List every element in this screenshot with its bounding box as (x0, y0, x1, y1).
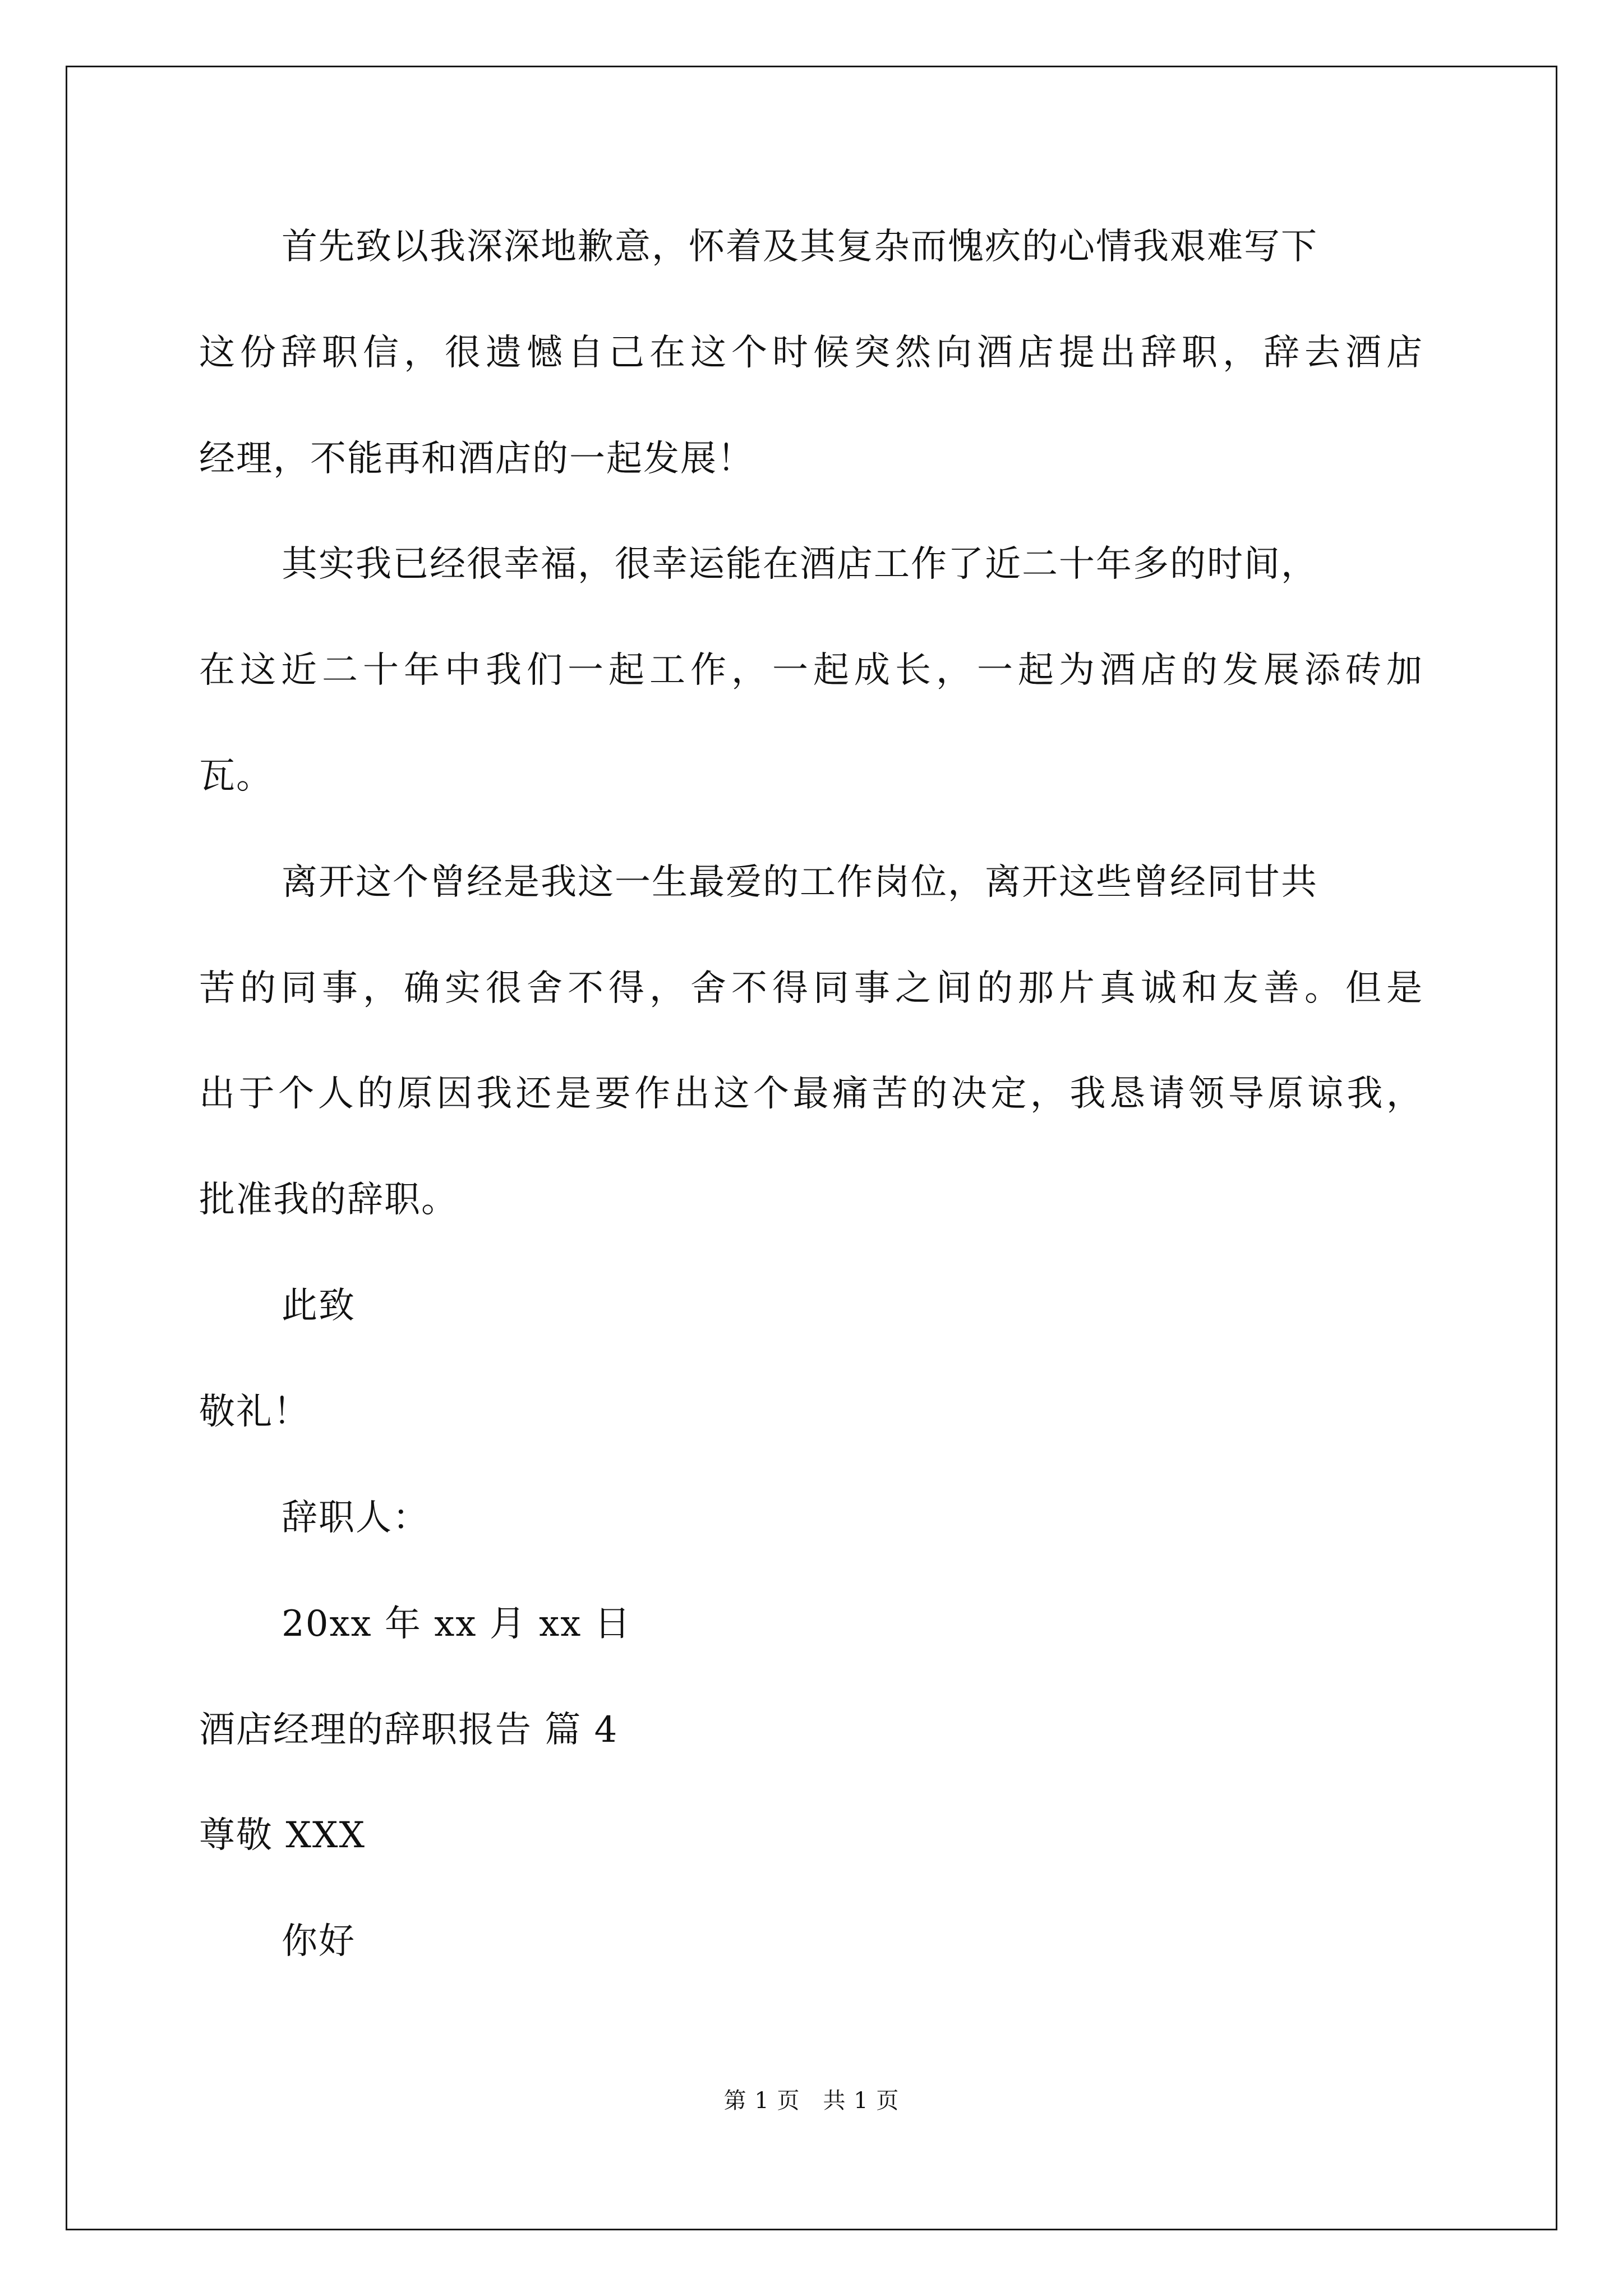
paragraph-2-line-2: 在这近二十年中我们一起工作，一起成长，一起为酒店的发展添砖加 (199, 650, 1423, 691)
signer-label: 辞职人： (282, 1497, 430, 1539)
greeting-recipient: 尊敬 XXX (199, 1815, 366, 1856)
section-heading: 酒店经理的辞职报告 篇 4 (199, 1709, 619, 1751)
date-line: 20xx 年 xx 月 xx 日 (282, 1603, 631, 1645)
paragraph-3-line-1: 离开这个曾经是我这一生最爱的工作岗位，离开这些曾经同甘共 (282, 862, 1318, 903)
paragraph-1-line-2: 这份辞职信，很遗憾自己在这个时候突然向酒店提出辞职，辞去酒店 (199, 332, 1423, 374)
paragraph-2-line-3: 瓦。 (199, 756, 273, 797)
paragraph-1-line-1: 首先致以我深深地歉意，怀着及其复杂而愧疚的心情我艰难写下 (282, 226, 1318, 268)
paragraph-1-line-3: 经理，不能再和酒店的一起发展！ (199, 438, 754, 480)
page-border (66, 66, 1557, 2230)
salute: 敬礼！ (199, 1391, 310, 1433)
greeting: 你好 (282, 1921, 356, 1962)
closing-phrase: 此致 (282, 1285, 356, 1327)
paragraph-2-line-1: 其实我已经很幸福，很幸运能在酒店工作了近二十年多的时间， (282, 544, 1318, 585)
paragraph-3-line-2: 苦的同事，确实很舍不得，舍不得同事之间的那片真诚和友善。但是 (199, 968, 1423, 1009)
paragraph-3-line-4: 批准我的辞职。 (199, 1179, 458, 1221)
paragraph-3-line-3: 出于个人的原因我还是要作出这个最痛苦的决定，我恳请领导原谅我， (199, 1073, 1423, 1115)
page-number-footer: 第 1 页 共 1 页 (723, 2088, 900, 2114)
